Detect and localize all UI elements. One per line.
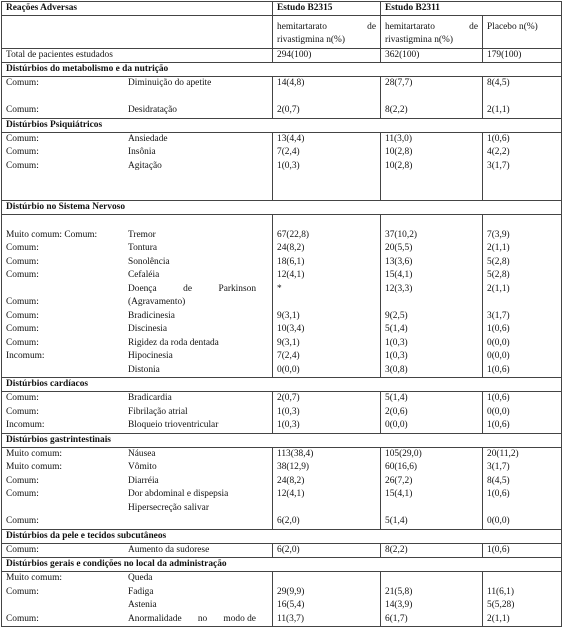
value-b2311 (385, 173, 478, 187)
table-row (6, 406, 268, 420)
value-placebo: 5(2,8) (487, 270, 510, 280)
table-row (6, 488, 268, 502)
value-b2315: 6(2,0) (277, 544, 300, 555)
header-study-b2315: Estudo B2315 (273, 2, 381, 16)
b2311-column (381, 77, 483, 119)
placebo-column (483, 77, 562, 119)
value-b2311: 37(10,2) (385, 229, 418, 240)
adverse-event: Bradicinesia (128, 310, 175, 321)
adverse-event: Bradicardia (128, 393, 172, 403)
header-row-1 (2, 2, 562, 16)
section-title-row (2, 378, 562, 392)
value-b2311: 2(0,6) (385, 406, 408, 417)
value-b2315: 67(22,8) (277, 229, 310, 240)
value-b2311: 60(16,6) (385, 462, 418, 472)
table-row (6, 77, 268, 91)
value-placebo: 1(0,6) (487, 489, 510, 499)
value-b2311 (385, 572, 478, 586)
b2311-column (381, 543, 483, 558)
value-placebo: 4(2,2) (487, 147, 510, 157)
value-b2311: 1(0,3) (385, 337, 408, 348)
adverse-event: Agitação (128, 160, 162, 171)
adverse-event: Astenia (128, 600, 157, 610)
value-placebo: 3(1,7) (487, 310, 510, 321)
value-b2315: 2(0,7) (277, 105, 300, 115)
header-drug-b2315 (273, 16, 381, 49)
table-row (6, 572, 268, 586)
table-row (6, 350, 268, 364)
frequency-category: Comum: (6, 337, 39, 348)
value-b2315: 9(3,1) (277, 337, 300, 348)
adverse-event-part: modo de (223, 613, 256, 624)
frequency-category: Comum: (6, 489, 39, 499)
value-placebo (487, 502, 557, 516)
header-adverse-reactions: Reações Adversas (2, 2, 273, 16)
placebo-column (483, 543, 562, 558)
table-row (6, 296, 268, 310)
frequency-category: Muito comum: (6, 462, 62, 472)
section-data-row (2, 447, 562, 529)
value-b2311: 1(0,3) (385, 351, 408, 361)
table-body (2, 2, 562, 627)
adverse-event: Desidratação (128, 105, 177, 115)
value-b2315: 24(8,2) (277, 475, 305, 486)
table-row (6, 146, 268, 160)
section-data-row (2, 543, 562, 558)
table-row (6, 160, 268, 174)
value-b2311: 5(1,4) (385, 324, 408, 334)
table-row (6, 133, 268, 147)
adverse-event: Cefaléia (128, 270, 160, 280)
adverse-event-part: no (197, 613, 208, 624)
value-placebo (487, 572, 557, 586)
section-data-row (2, 215, 562, 378)
table-row (6, 502, 268, 516)
b2311-column (381, 572, 483, 627)
frequency-category: Muito comum: (6, 448, 62, 459)
drug-label-part: rivastigmina n(%) (277, 35, 345, 45)
frequency-category: Comum: (6, 544, 39, 555)
adverse-event-part: Doença (128, 283, 157, 294)
value-b2315 (277, 215, 376, 229)
adverse-event: Bloqueio trioventricular (128, 420, 219, 430)
value-b2311 (385, 187, 478, 201)
adverse-event-part: Parkinson (218, 283, 256, 294)
placebo-column (483, 392, 562, 434)
value-placebo: 8(4,5) (487, 475, 510, 486)
b2315-column (273, 543, 381, 558)
frequency-category: Comum: (6, 243, 39, 253)
b2315-column (273, 77, 381, 119)
section-title: Distúrbios Psiquiátricos (2, 118, 562, 132)
section-title: Distúrbios gastrintestinais (2, 433, 562, 447)
value-b2315: 38(12,9) (277, 462, 310, 472)
drug-label-part: hemitartarato (277, 22, 327, 32)
frequency-category: Comum: (6, 270, 39, 280)
adverse-event: Vômito (128, 462, 157, 472)
table-row (6, 269, 268, 283)
value-placebo: 1(0,6) (487, 324, 510, 334)
value-b2315: 7(2,4) (277, 351, 300, 361)
value-b2311: 21(5,8) (385, 586, 413, 597)
frequency-category: Incomum: (6, 351, 45, 361)
value-b2315 (277, 296, 376, 310)
adverse-event: Hipocinesia (128, 351, 173, 361)
value-placebo (487, 215, 557, 229)
b2315-column (273, 392, 381, 434)
value-b2311: 20(5,5) (385, 243, 413, 253)
value-b2311: 8(2,2) (385, 544, 408, 555)
adverse-event: Rigidez da roda dentada (128, 337, 219, 348)
section-data-row (2, 572, 562, 627)
value-b2315: 13(4,4) (277, 133, 305, 144)
value-b2315: 12(4,1) (277, 270, 305, 280)
table-row (6, 461, 268, 475)
value-b2315 (277, 572, 376, 586)
event-column (2, 215, 273, 378)
table-row (6, 448, 268, 462)
value-b2311: 15(4,1) (385, 489, 413, 499)
value-placebo: 1(0,6) (487, 420, 510, 430)
frequency-category: Comum: (6, 406, 39, 417)
table-row (6, 323, 268, 337)
adverse-event: (Agravamento) (128, 297, 186, 307)
total-b2315: 294(100) (273, 49, 381, 63)
value-placebo: 3(1,7) (487, 462, 510, 472)
value-b2315: 2(0,7) (277, 393, 300, 403)
value-b2311: 26(7,2) (385, 475, 413, 486)
table-row (6, 392, 268, 406)
table-row (6, 515, 268, 529)
value-b2311 (385, 215, 478, 229)
value-b2315: 10(3,4) (277, 324, 305, 334)
frequency-category: Comum: (6, 586, 39, 597)
value-placebo: 2(1,1) (487, 283, 510, 294)
frequency-category: Muito comum: (6, 573, 62, 583)
value-b2311: 0(0,0) (385, 420, 408, 430)
value-b2311: 5(1,4) (385, 393, 408, 403)
adverse-event: Náusea (128, 448, 156, 459)
total-placebo: 179(100) (483, 49, 562, 63)
frequency-category: Comum: (6, 147, 39, 157)
table-row (6, 283, 268, 297)
frequency-category: Comum: (6, 324, 39, 334)
table-row (6, 187, 268, 201)
adverse-event: Distonia (128, 364, 160, 375)
total-b2311: 362(100) (381, 49, 483, 63)
value-b2311: 28(7,7) (385, 78, 413, 88)
value-b2315: 9(3,1) (277, 310, 300, 321)
value-b2311: 14(3,9) (385, 600, 413, 610)
event-column (2, 543, 273, 558)
event-column (2, 77, 273, 119)
value-placebo: 20(11,2) (487, 448, 519, 459)
value-placebo: 5(5,28) (487, 600, 515, 610)
adverse-event: Fadiga (128, 586, 154, 597)
table-row (6, 364, 268, 378)
value-b2311: 105(29,0) (385, 448, 422, 459)
value-b2315: 6(2,0) (277, 516, 300, 526)
value-b2315: 12(4,1) (277, 489, 305, 499)
value-placebo: 0(0,0) (487, 351, 510, 361)
value-b2315: 18(6,1) (277, 256, 305, 267)
frequency-category: Comum: (6, 160, 39, 171)
section-data-row (2, 392, 562, 434)
b2311-column (381, 392, 483, 434)
table-row (6, 599, 268, 613)
table-row (6, 242, 268, 256)
value-placebo: 2(1,1) (487, 105, 510, 115)
table-row (6, 337, 268, 351)
section-title: Distúrbios do metabolismo e da nutrição (2, 63, 562, 77)
b2315-column (273, 215, 381, 378)
value-placebo (487, 187, 557, 201)
event-column (2, 572, 273, 627)
value-b2315: 11(3,7) (277, 613, 304, 624)
value-b2311: 6(1,7) (385, 613, 408, 624)
table-row (6, 91, 268, 105)
frequency-category: Comum: (6, 256, 39, 267)
value-b2311 (385, 502, 478, 516)
value-placebo: 0(0,0) (487, 406, 510, 417)
header-drug-b2311 (381, 16, 483, 49)
b2311-column (381, 215, 483, 378)
total-row (2, 49, 562, 63)
value-b2315: 1(0,3) (277, 406, 300, 417)
section-title-row (2, 201, 562, 215)
section-title-row (2, 118, 562, 132)
table-row (6, 475, 268, 489)
adverse-event: Queda (128, 573, 153, 583)
value-placebo: 0(0,0) (487, 516, 510, 526)
section-title-row (2, 63, 562, 77)
value-b2311: 3(0,8) (385, 364, 408, 375)
value-b2311: 5(1,4) (385, 516, 408, 526)
adverse-event: Tontura (128, 243, 158, 253)
value-placebo: 1(0,6) (487, 133, 510, 144)
frequency-category: Comum: (6, 475, 39, 486)
value-b2315: 1(0,3) (277, 420, 300, 430)
header-placebo (483, 16, 562, 49)
section-title-row (2, 529, 562, 543)
section-title: Distúrbios gerais e condições no local da administração (2, 558, 562, 572)
value-placebo: 5(2,8) (487, 256, 510, 267)
value-b2311: 12(3,3) (385, 283, 413, 294)
frequency-category: Comum: (6, 105, 39, 115)
value-placebo: 8(4,5) (487, 78, 510, 88)
value-b2315 (277, 502, 376, 516)
value-placebo (487, 296, 557, 310)
adverse-event-part: Anormalidade (128, 613, 182, 624)
value-placebo: 2(1,1) (487, 243, 510, 253)
placebo-column (483, 572, 562, 627)
b2315-column (273, 132, 381, 201)
table-row (6, 586, 268, 600)
section-title-row (2, 558, 562, 572)
frequency-category: Comum: (6, 78, 39, 88)
value-placebo: 1(0,6) (487, 393, 510, 403)
value-placebo (487, 173, 557, 187)
event-column (2, 392, 273, 434)
adverse-event: Tremor (128, 229, 156, 240)
adverse-event: Diarréia (128, 475, 159, 486)
section-title-row (2, 433, 562, 447)
value-b2315: 29(9,9) (277, 586, 305, 597)
value-b2311 (385, 91, 478, 105)
frequency-category: Comum: (6, 297, 39, 307)
adverse-event-part: de (183, 283, 192, 294)
table-row (6, 215, 268, 229)
placebo-column (483, 132, 562, 201)
value-b2315: 113(38,4) (277, 448, 314, 459)
value-b2315: 7(2,4) (277, 147, 300, 157)
drug-label-part: de (367, 22, 376, 32)
frequency-category: Comum: (6, 310, 39, 321)
value-b2311: 10(2,8) (385, 160, 413, 171)
header-row-2 (2, 16, 562, 49)
b2315-column (273, 572, 381, 627)
placebo-label: Placebo n(%) (487, 22, 538, 32)
b2311-column (381, 447, 483, 529)
adverse-event: Sonolência (128, 256, 170, 267)
adverse-event: Ansiedade (128, 133, 168, 144)
adverse-event: Discinesia (128, 324, 168, 334)
table-row (6, 544, 268, 558)
value-b2315 (277, 187, 376, 201)
adverse-event: Insônia (128, 147, 156, 157)
frequency-category: Muito comum: Comum: (6, 229, 98, 240)
adverse-event (128, 283, 256, 296)
value-b2315 (277, 173, 376, 187)
table-row (6, 419, 268, 433)
table-row (6, 229, 268, 243)
table-row (6, 173, 268, 187)
value-placebo: 1(0,6) (487, 544, 510, 555)
value-placebo: 1(0,6) (487, 364, 510, 375)
adverse-event: Dor abdominal e dispepsia (128, 489, 229, 499)
section-title: Distúrbio no Sistema Nervoso (2, 201, 562, 215)
value-b2315: * (277, 283, 282, 294)
adverse-event (128, 613, 256, 626)
header-study-b2311: Estudo B2311 (381, 2, 562, 16)
value-placebo: 3(1,7) (487, 160, 510, 171)
total-label: Total de pacientes estudados (2, 49, 273, 63)
value-b2315 (277, 91, 376, 105)
placebo-column (483, 215, 562, 378)
drug-label-part: de (469, 22, 478, 32)
frequency-category: Incomum: (6, 420, 45, 430)
event-column (2, 132, 273, 201)
header-blank (2, 16, 273, 49)
section-data-row (2, 77, 562, 119)
event-column (2, 447, 273, 529)
value-b2311: 15(4,1) (385, 270, 413, 280)
adverse-reactions-table (1, 1, 562, 627)
section-data-row (2, 132, 562, 201)
value-placebo: 7(3,9) (487, 229, 510, 240)
value-b2311: 8(2,2) (385, 105, 408, 115)
table-row (6, 256, 268, 270)
value-b2311: 10(2,8) (385, 147, 413, 157)
value-b2315: 1(0,3) (277, 160, 300, 171)
value-b2315: 24(8,2) (277, 243, 305, 253)
frequency-category: Comum: (6, 516, 39, 526)
value-placebo: 2(1,1) (487, 613, 510, 624)
table-row (6, 104, 268, 118)
drug-label-part: rivastigmina n(%) (385, 35, 453, 45)
adverse-event: Aumento da sudorese (128, 544, 210, 555)
value-b2315: 16(5,4) (277, 600, 305, 610)
frequency-category: Comum: (6, 613, 39, 624)
frequency-category: Comum: (6, 133, 39, 144)
adverse-event: Hipersecreção salivar (128, 502, 209, 513)
value-b2315: 14(4,8) (277, 78, 305, 88)
placebo-column (483, 447, 562, 529)
value-b2311: 9(2,5) (385, 310, 408, 321)
value-b2315: 0(0,0) (277, 364, 300, 375)
value-b2311 (385, 296, 478, 310)
section-title: Distúrbios cardíacos (2, 378, 562, 392)
table-row (6, 310, 268, 324)
b2311-column (381, 132, 483, 201)
b2315-column (273, 447, 381, 529)
value-b2311: 13(3,6) (385, 256, 413, 267)
adverse-event: Diminuição do apetite (128, 78, 212, 88)
frequency-category: Comum: (6, 393, 39, 403)
value-placebo: 11(6,1) (487, 586, 514, 597)
adverse-event: Fibrilação atrial (128, 406, 188, 417)
table-row (6, 613, 268, 627)
section-title: Distúrbios da pele e tecidos subcutâneos (2, 529, 562, 543)
value-placebo: 0(0,0) (487, 337, 510, 348)
value-b2311: 11(3,0) (385, 133, 412, 144)
drug-label-part: hemitartarato (385, 22, 435, 32)
value-placebo (487, 91, 557, 105)
